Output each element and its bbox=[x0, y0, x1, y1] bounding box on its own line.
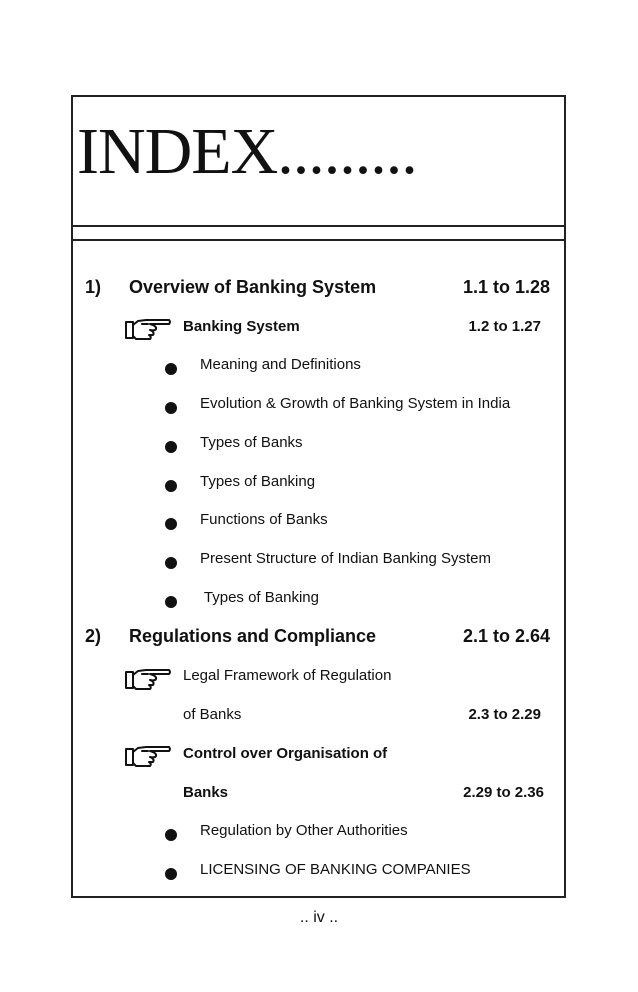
list-item: Types of Banking bbox=[200, 589, 319, 606]
list-item: Types of Banking bbox=[200, 473, 316, 490]
pointing-hand-icon bbox=[124, 744, 172, 768]
section-title: Overview of Banking System bbox=[129, 277, 377, 297]
bullet-icon bbox=[165, 363, 177, 375]
subsection-page-range: 1.2 to 1.27 bbox=[468, 318, 541, 335]
list-item: Functions of Banks bbox=[200, 511, 328, 528]
subsection-title-continued: of Banks bbox=[183, 706, 242, 723]
list-item: Meaning and Definitions bbox=[200, 356, 361, 373]
list-item: Present Structure of Indian Banking System bbox=[200, 550, 491, 567]
section-page-range: 1.1 to 1.28 bbox=[462, 277, 550, 297]
bullet-icon bbox=[165, 557, 177, 569]
subsection-page-range: 2.3 to 2.29 bbox=[468, 706, 541, 723]
bullet-icon bbox=[165, 518, 177, 530]
bullet-icon bbox=[165, 868, 177, 880]
subsection-title-continued: Banks bbox=[183, 784, 229, 801]
subsection-title: Control over Organisation of bbox=[183, 745, 388, 762]
title-divider-top bbox=[71, 225, 566, 227]
bullet-icon bbox=[165, 829, 177, 841]
bullet-icon bbox=[165, 402, 177, 414]
subsection-page-range: 2.29 to 2.36 bbox=[463, 784, 544, 801]
list-item: Types of Banks bbox=[200, 434, 303, 451]
page-number: .. iv .. bbox=[299, 909, 339, 926]
pointing-hand-icon bbox=[124, 667, 172, 691]
subsection-title: Banking System bbox=[183, 318, 300, 335]
list-item: LICENSING OF BANKING COMPANIES bbox=[200, 861, 471, 878]
page-title: INDEX......... bbox=[77, 115, 417, 188]
index-frame bbox=[71, 95, 566, 898]
section-number: 2) bbox=[85, 626, 102, 646]
list-item: Evolution & Growth of Banking System in India bbox=[200, 395, 511, 412]
title-divider-bottom bbox=[71, 239, 566, 241]
subsection-title: Legal Framework of Regulation bbox=[183, 667, 392, 684]
bullet-icon bbox=[165, 480, 177, 492]
list-item: Regulation by Other Authorities bbox=[200, 822, 408, 839]
section-number: 1) bbox=[85, 277, 102, 297]
bullet-icon bbox=[165, 596, 177, 608]
section-page-range: 2.1 to 2.64 bbox=[462, 626, 550, 646]
pointing-hand-icon bbox=[124, 317, 172, 341]
bullet-icon bbox=[165, 441, 177, 453]
section-title: Regulations and Compliance bbox=[129, 626, 377, 646]
